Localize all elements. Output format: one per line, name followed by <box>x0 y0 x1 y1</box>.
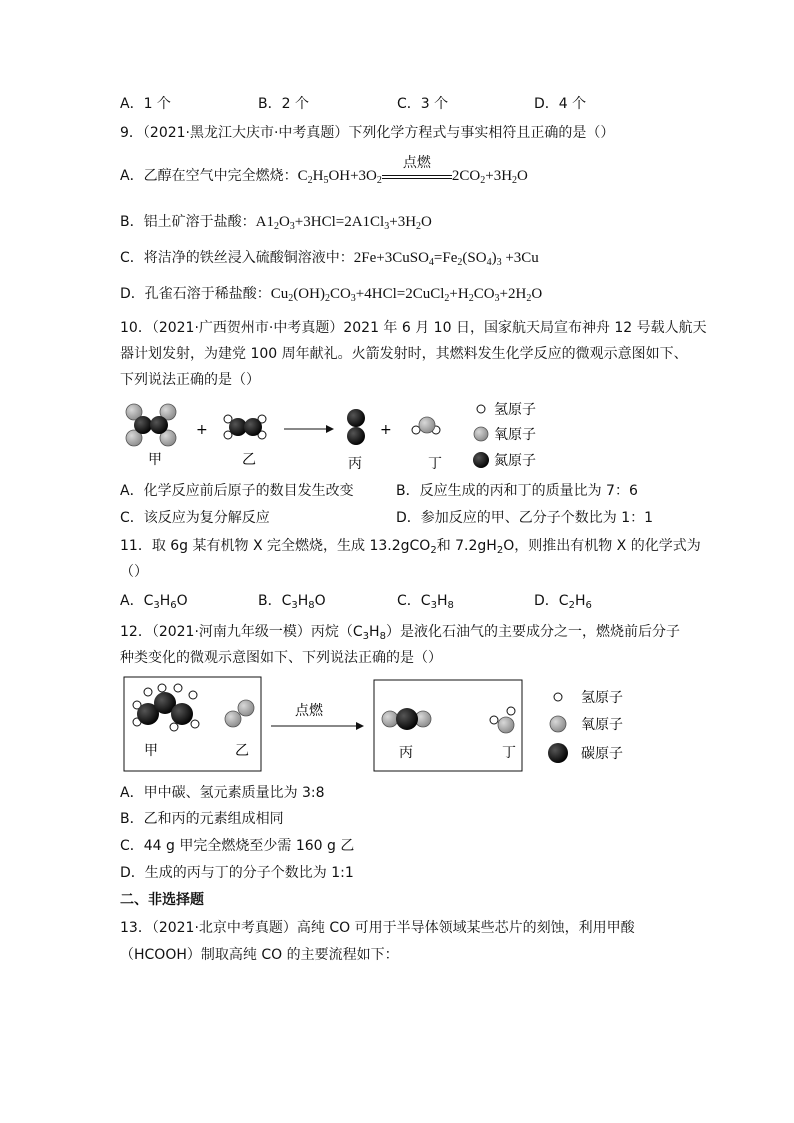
q10-stem-line2: 器计划发射，为建党 100 周年献礼。火箭发射时，其燃料发生化学反应的微观示意图如下、 <box>120 346 688 362</box>
q10-option-a: A．化学反应前后原子的数目发生改变 <box>120 483 354 499</box>
q12-stem-line1: 12．（2021·河南九年级一模）丙烷$(C_3H_8)$是液化石油气的主要成分之一，燃烧前后分子 <box>120 624 680 642</box>
q10-reaction-diagram <box>118 398 558 480</box>
q10-option-b: B．反应生成的丙和丁的质量比为 7：6 <box>396 483 638 499</box>
label-bing: 丙 <box>348 456 362 472</box>
q10-option-c: C．该反应为复分解反应 <box>120 510 270 526</box>
q11-stem-line2: （） <box>120 564 148 580</box>
legend-oxygen-marker <box>474 427 488 441</box>
molecule-yi <box>224 415 266 439</box>
label-bing-12: 丙 <box>399 745 413 761</box>
legend-oxygen: 氧原子 <box>494 427 536 443</box>
legend-hydrogen: 氢原子 <box>494 402 536 418</box>
reaction-condition: 点燃 <box>295 703 323 719</box>
q9-stem: 9．（2021·黑龙江大庆市·中考真题）下列化学方程式与事实相符且正确的是（） <box>120 125 615 141</box>
label-jia: 甲 <box>148 452 162 468</box>
q11-stem-line1: 11．取 6g 某有机物 X 完全燃烧，生成 13.2gCO$_2$和 $7.2gH_2O$，则推出有机物 X 的化学式为 <box>120 538 701 556</box>
q8-option-c: C．3 个 <box>397 96 449 112</box>
q12-option-c: C．44 g 甲完全燃烧至少需 160 g 乙 <box>120 838 355 854</box>
molecule-jia <box>126 404 176 446</box>
q9-option-c: C．将洁净的铁丝浸入硫酸铜溶液中：$2Fe+3CuSO_4=Fe_2(SO_4)_3 +3Cu$ <box>120 250 539 268</box>
q10-option-d: D．参加反应的甲、乙分子个数比为 1：1 <box>396 510 654 526</box>
legend-oxygen-marker-12 <box>550 716 566 732</box>
q8-option-d: D．4 个 <box>534 96 587 112</box>
q12-stem-line2: 种类变化的微观示意图如下、下列说法正确的是（） <box>120 650 442 666</box>
q11-option-b: B．$C_3H_8O$ <box>258 593 326 611</box>
legend-oxygen-12: 氧原子 <box>581 717 623 733</box>
q12-option-d: D．生成的丙与丁的分子个数比为 1:1 <box>120 865 354 881</box>
label-ding-12: 丁 <box>502 745 516 761</box>
molecule-ding <box>412 417 440 434</box>
molecule-co2 <box>382 708 431 730</box>
legend-nitrogen: 氮原子 <box>494 453 536 469</box>
label-yi-12: 乙 <box>235 743 249 759</box>
q10-stem-line3: 下列说法正确的是（） <box>120 372 260 388</box>
label-ding: 丁 <box>428 456 442 472</box>
legend-carbon-marker-12 <box>548 743 568 763</box>
q9-option-b: B．铝土矿溶于盐酸：$A1_2O_3+3HCl=2A1Cl_3+3H_2O$ <box>120 214 432 232</box>
legend-hydrogen-marker-12 <box>554 693 562 701</box>
label-jia-12: 甲 <box>144 743 158 759</box>
q9-option-a: A．乙醇在空气中完全燃烧：$C_2H_5OH+3O_2$ 点燃 $2CO_2+3H_2O$ <box>120 155 528 186</box>
molecule-propane <box>133 684 199 731</box>
plus-sign-2: + <box>380 422 392 438</box>
q12-option-b: B．乙和丙的元素组成相同 <box>120 811 284 827</box>
q11-option-a: A．$C_3H_6O$ <box>120 593 188 611</box>
q10-stem-line1: 10．（2021·广西贺州市·中考真题）2021 年 6 月 10 日，国家航天局宣布神舟 12 号载人航天 <box>120 320 707 336</box>
molecule-bing <box>347 409 365 445</box>
reaction-condition-arrow: 点燃 <box>382 173 452 179</box>
molecule-oxygen <box>225 700 254 727</box>
q11-option-c: C．$C_3H_8$ <box>397 593 454 611</box>
q12-reaction-diagram <box>120 675 640 775</box>
q8-option-b: B．2 个 <box>258 96 309 112</box>
legend-carbon-12: 碳原子 <box>581 746 623 762</box>
label-yi: 乙 <box>242 452 256 468</box>
legend-nitrogen-marker <box>473 452 489 468</box>
q13-stem-line1: 13．（2021·北京中考真题）高纯 CO 可用于半导体领域某些芯片的刻蚀，利用甲酸 <box>120 920 635 936</box>
section-heading: 二、非选择题 <box>120 892 204 908</box>
q11-option-d: D．$C_2H_6$ <box>534 593 592 611</box>
molecule-water <box>490 707 515 733</box>
q9-option-d: D．孔雀石溶于稀盐酸：$Cu_2(OH)_2CO_3+4HCl=2CuCl_2+H_2CO_3+2H_2O$ <box>120 286 543 304</box>
q8-option-a: A．1 个 <box>120 96 171 112</box>
q13-stem-line2: （HCOOH）制取高纯 CO 的主要流程如下： <box>120 947 399 963</box>
legend-hydrogen-12: 氢原子 <box>581 690 623 706</box>
plus-sign-1: + <box>196 422 208 438</box>
q12-option-a: A．甲中碳、氢元素质量比为 3:8 <box>120 785 325 801</box>
legend-hydrogen-marker <box>477 405 485 413</box>
